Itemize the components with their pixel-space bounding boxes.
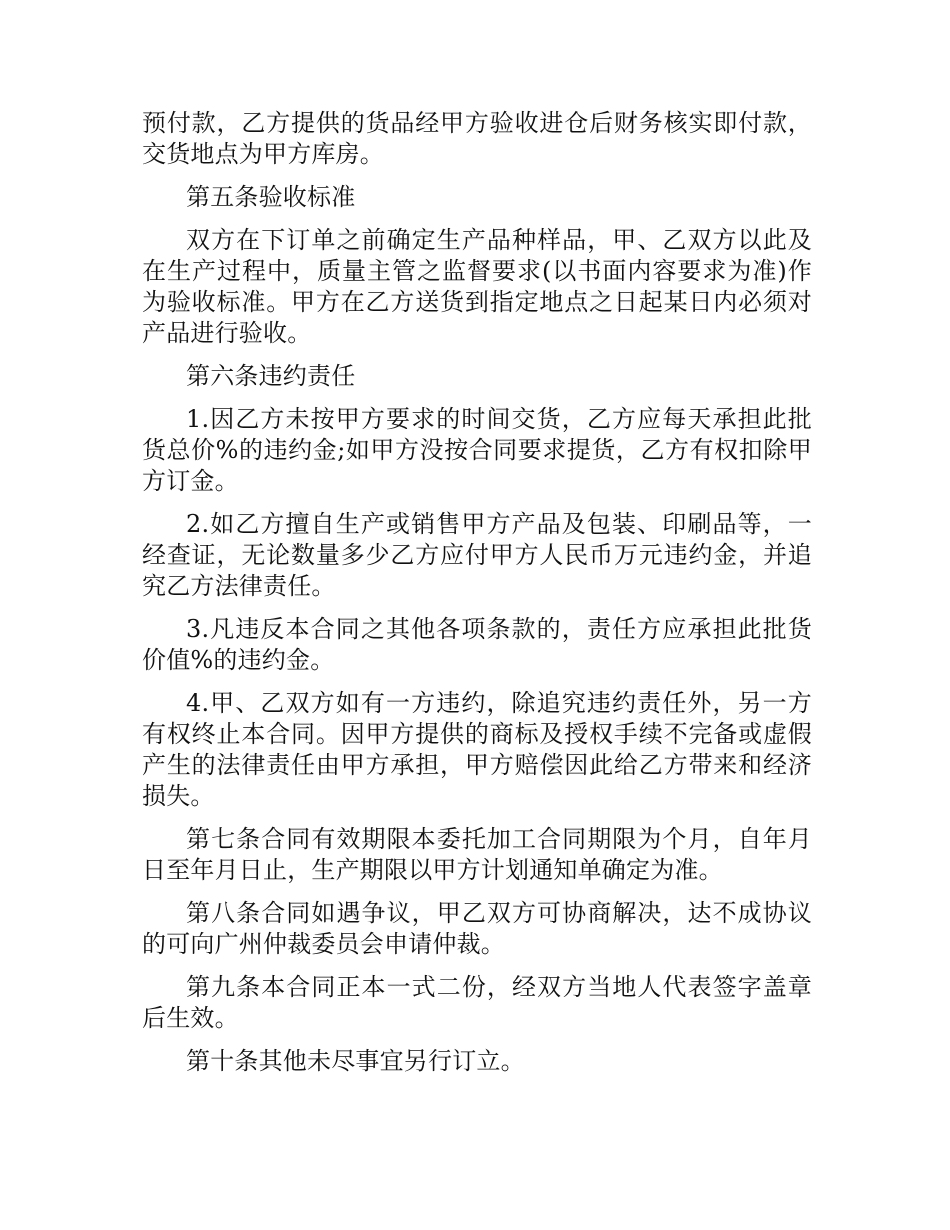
article-6-item-2-paragraph: 2.如乙方擅自生产或销售甲方产品及包装、印刷品等，一经查证，无论数量多少乙方应付甲方人民币万元违约金，并追究乙方法律责任。 xyxy=(142,510,812,600)
article-7-paragraph: 第七条合同有效期限本委托加工合同期限为个月，自年月日至年月日止，生产期限以甲方计划通知单确定为准。 xyxy=(142,825,812,884)
article-6-item-1-paragraph: 1.因乙方未按甲方要求的时间交货，乙方应每天承担此批货总价%的违约金;如甲方没按合同要求提货，乙方有权扣除甲方订金。 xyxy=(142,405,812,495)
article-6-item-4-paragraph: 4.甲、乙双方如有一方违约，除追究违约责任外，另一方有权终止本合同。因甲方提供的商标及授权手续不完备或虚假产生的法律责任由甲方承担，甲方赔偿因此给乙方带来和经济损失。 xyxy=(142,689,812,810)
document-body xyxy=(142,108,812,1090)
article-9-paragraph: 第九条本合同正本一式二份，经双方当地人代表签字盖章后生效。 xyxy=(142,973,812,1032)
article-6-item-3-paragraph: 3.凡违反本合同之其他各项条款的，责任方应承担此批货价值%的违约金。 xyxy=(142,615,812,674)
payment-terms-paragraph: 预付款，乙方提供的货品经甲方验收进仓后财务核实即付款，交货地点为甲方库房。 xyxy=(142,109,812,168)
article-5-body-paragraph: 双方在下订单之前确定生产品种样品，甲、乙双方以此及在生产过程中，质量主管之监督要求(以书面内容要求为准)作为验收标准。甲方在乙方送货到指定地点之日起某日内必须对产品进行验收。 xyxy=(142,226,812,347)
article-6-heading: 第六条违约责任 xyxy=(186,362,356,390)
article-10-paragraph: 第十条其他未尽事宜另行订立。 xyxy=(186,1047,525,1075)
article-8-paragraph: 第八条合同如遇争议，甲乙双方可协商解决，达不成协议的可向广州仲裁委员会申请仲裁。 xyxy=(142,899,812,958)
article-5-heading: 第五条验收标准 xyxy=(186,183,356,211)
